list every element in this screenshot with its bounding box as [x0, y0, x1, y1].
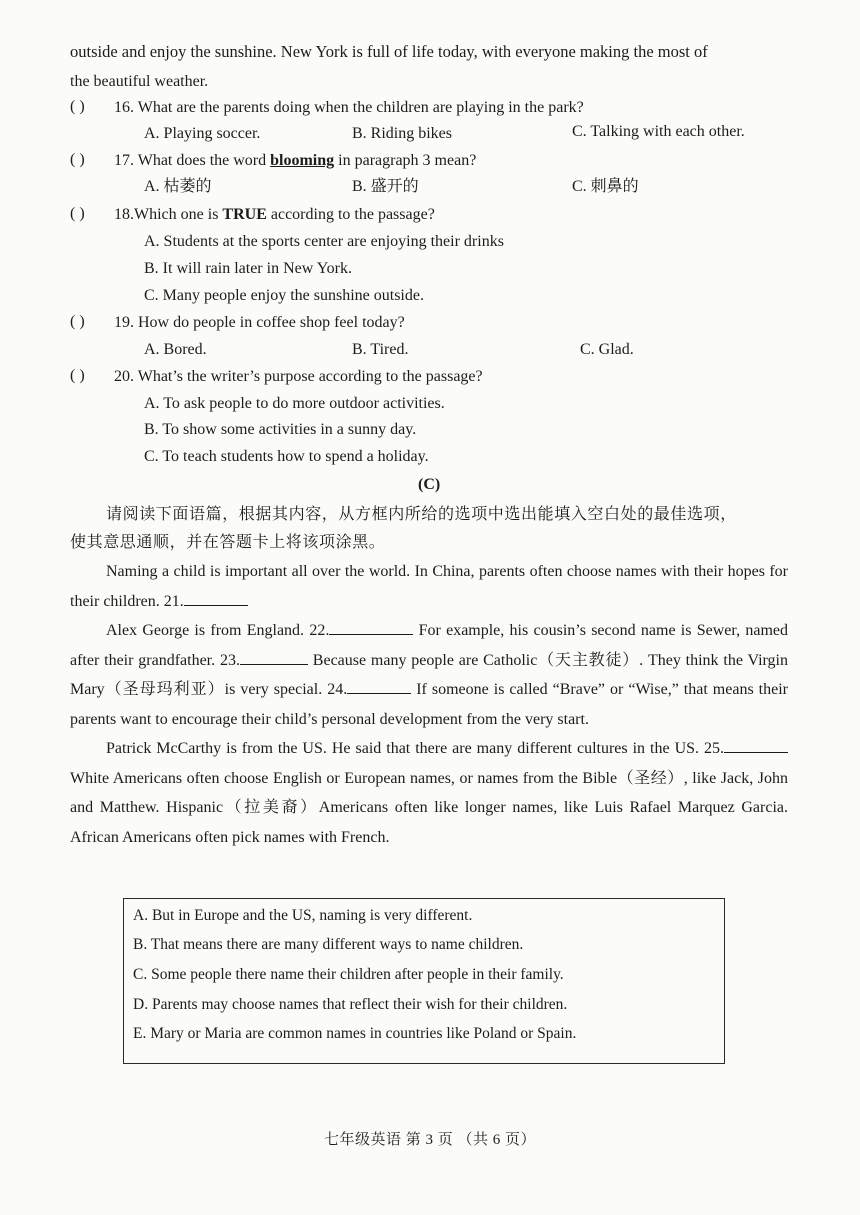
q18-option-b: B. It will rain later in New York.	[144, 260, 352, 277]
answer-paren-18: ( )	[70, 205, 85, 222]
q18-stem-after: according to the passage?	[266, 206, 435, 223]
q17-stem-before: 17. What does the word	[114, 152, 271, 169]
q16-option-c: C. Talking with each other.	[572, 123, 745, 140]
section-c-instructions-2: 使其意思通顺，并在答题卡上将该项涂黑。	[70, 534, 386, 551]
p3-text-a: Patrick McCarthy is from the US. He said that there are many different cultures in the US. 25.	[106, 740, 724, 757]
answer-paren-16: ( )	[70, 98, 85, 115]
passage-c-paragraph-3	[70, 734, 788, 852]
answer-paren-20: ( )	[70, 367, 85, 384]
box-option-b: B. That means there are many different ways to name children.	[133, 936, 524, 953]
q17-option-b: B. 盛开的	[352, 178, 419, 195]
passage-c-paragraph-1	[70, 557, 788, 616]
blank-21[interactable]	[184, 591, 248, 606]
q17-option-c: C. 刺鼻的	[572, 178, 639, 195]
p2-text-b: For example, his cousin’s second name is Sewer, named after their grandfather. 23.	[70, 622, 788, 669]
question-17-stem	[114, 151, 476, 171]
question-20-stem: 20. What’s the writer’s purpose according to the passage?	[114, 368, 483, 385]
q20-option-c: C. To teach students how to spend a holiday.	[144, 448, 429, 465]
blank-23[interactable]	[240, 650, 308, 665]
question-19-stem: 19. How do people in coffee shop feel today?	[114, 314, 405, 331]
p2-text-d: If someone is called “Brave” or “Wise,” that means their parents want to encourage their child’s personal development from the very start.	[70, 681, 788, 728]
passage-c	[70, 557, 788, 852]
passage-line-1: outside and enjoy the sunshine. New York is full of life today, with everyone making the most of	[70, 42, 708, 61]
p1-text: Naming a child is important all over the world. In China, parents often choose names with their hopes for their children. 21.	[70, 563, 788, 610]
blank-24[interactable]	[347, 679, 411, 694]
q16-option-a: A. Playing soccer.	[144, 125, 261, 142]
section-c-title: (C)	[418, 476, 441, 493]
answer-paren-17: ( )	[70, 151, 85, 168]
box-option-d: D. Parents may choose names that reflect their wish for their children.	[133, 996, 568, 1013]
q20-option-b: B. To show some activities in a sunny day.	[144, 421, 417, 438]
blank-22[interactable]	[329, 620, 413, 635]
q17-keyword: blooming	[270, 152, 335, 169]
answer-paren-19: ( )	[70, 313, 85, 330]
q19-option-b: B. Tired.	[352, 341, 409, 358]
p2-text-c: Because many people are Catholic（天主教徒）. They think the Virgin Mary（圣母玛利亚）is very special. 24.	[70, 651, 788, 698]
box-option-c: C. Some people there name their children after people in their family.	[133, 966, 564, 983]
question-18-stem	[114, 205, 435, 225]
q18-keyword: TRUE	[222, 206, 267, 223]
section-c-instructions-1: 请阅读下面语篇，根据其内容，从方框内所给的选项中选出能填入空白处的最佳选项，	[106, 506, 737, 523]
q19-option-c: C. Glad.	[580, 341, 634, 358]
box-option-e: E. Mary or Maria are common names in countries like Poland or Spain.	[133, 1025, 577, 1042]
q18-option-c: C. Many people enjoy the sunshine outside.	[144, 287, 424, 304]
blank-25[interactable]	[724, 738, 788, 753]
q18-stem-before: 18.Which one is	[114, 206, 223, 223]
q17-stem-after: in paragraph 3 mean?	[334, 152, 477, 169]
box-option-a: A. But in Europe and the US, naming is very different.	[133, 907, 473, 924]
p3-text-b: White Americans often choose English or European names, or names from the Bible（圣经）, like Jack, John and Matthew. Hispanic（拉美裔）Americans often like longer names, like Luis Rafael Marquez Garcia. African Americans often pick names with French.	[70, 769, 788, 846]
q19-option-a: A. Bored.	[144, 341, 207, 358]
p2-text-a: Alex George is from England. 22.	[106, 622, 330, 639]
q16-option-b: B. Riding bikes	[352, 125, 453, 142]
q17-option-a: A. 枯萎的	[144, 178, 212, 195]
q18-option-a: A. Students at the sports center are enjoying their drinks	[144, 233, 504, 250]
options-box	[123, 898, 725, 1064]
passage-line-2: the beautiful weather.	[70, 73, 209, 90]
page-footer: 七年级英语 第 3 页 （共 6 页）	[323, 1132, 536, 1148]
q20-option-a: A. To ask people to do more outdoor activities.	[144, 395, 445, 412]
passage-c-paragraph-2	[70, 616, 788, 734]
question-16-stem: 16. What are the parents doing when the children are playing in the park?	[114, 99, 584, 116]
